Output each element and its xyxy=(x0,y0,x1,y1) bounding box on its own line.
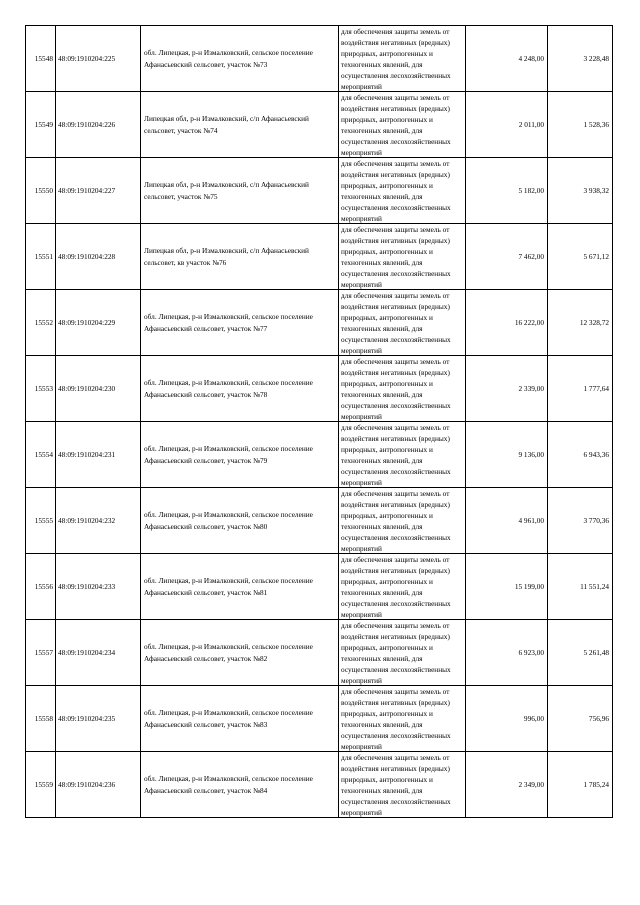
plot-purpose-text: для обеспечения защиты земель от воздействия негативных (вредных) природных, антропогенных и техногенных явлений, для осуществления лесохозяйственных мероприятий xyxy=(341,357,451,421)
plot-address: Липецкая обл, р-н Измалковский, с/п Афанасьевский сельсовет, участок №74 xyxy=(141,92,339,158)
plot-address: обл. Липецкая, р-н Измалковский, сельское поселение Афанасьевский сельсовет, участок №83 xyxy=(141,686,339,752)
row-number: 15551 xyxy=(26,224,56,290)
plot-purpose xyxy=(339,488,466,554)
table-row xyxy=(26,686,613,752)
cadastral-number: 48:09:1910204:236 xyxy=(56,752,141,818)
plot-purpose-text: для обеспечения защиты земель от воздействия негативных (вредных) природных, антропогенных и техногенных явлений, для осуществления лесохозяйственных мероприятий xyxy=(341,687,451,751)
plot-purpose xyxy=(339,620,466,686)
row-number: 15553 xyxy=(26,356,56,422)
plot-address: обл. Липецкая, р-н Измалковский, сельское поселение Афанасьевский сельсовет, участок №82 xyxy=(141,620,339,686)
plot-area: 2 011,00 xyxy=(466,92,548,158)
land-plots-table xyxy=(25,25,613,818)
cadastral-number: 48:09:1910204:234 xyxy=(56,620,141,686)
table-row xyxy=(26,554,613,620)
plot-purpose-text: для обеспечения защиты земель от воздействия негативных (вредных) природных, антропогенных и техногенных явлений, для осуществления лесохозяйственных мероприятий xyxy=(341,93,451,157)
cadastral-number: 48:09:1910204:228 xyxy=(56,224,141,290)
plot-purpose xyxy=(339,92,466,158)
cadastral-number: 48:09:1910204:226 xyxy=(56,92,141,158)
plot-area: 2 349,00 xyxy=(466,752,548,818)
plot-address: обл. Липецкая, р-н Измалковский, сельское поселение Афанасьевский сельсовет, участок №78 xyxy=(141,356,339,422)
plot-address: обл. Липецкая, р-н Измалковский, сельское поселение Афанасьевский сельсовет, участок №80 xyxy=(141,488,339,554)
table-row xyxy=(26,92,613,158)
cadastral-value: 3 228,48 xyxy=(548,26,613,92)
plot-area: 16 222,00 xyxy=(466,290,548,356)
cadastral-number: 48:09:1910204:232 xyxy=(56,488,141,554)
plot-address: обл. Липецкая, р-н Измалковский, сельское поселение Афанасьевский сельсовет, участок №81 xyxy=(141,554,339,620)
cadastral-value: 3 770,36 xyxy=(548,488,613,554)
plot-purpose xyxy=(339,752,466,818)
plot-purpose xyxy=(339,686,466,752)
plot-purpose-text: для обеспечения защиты земель от воздействия негативных (вредных) природных, антропогенных и техногенных явлений, для осуществления лесохозяйственных мероприятий xyxy=(341,27,451,91)
cadastral-number: 48:09:1910204:230 xyxy=(56,356,141,422)
plot-purpose-text: для обеспечения защиты земель от воздействия негативных (вредных) природных, антропогенных и техногенных явлений, для осуществления лесохозяйственных мероприятий xyxy=(341,621,451,685)
row-number: 15554 xyxy=(26,422,56,488)
plot-purpose-text: для обеспечения защиты земель от воздействия негативных (вредных) природных, антропогенных и техногенных явлений, для осуществления лесохозяйственных мероприятий xyxy=(341,555,451,619)
plot-purpose xyxy=(339,422,466,488)
plot-purpose xyxy=(339,290,466,356)
table-row xyxy=(26,752,613,818)
plot-purpose-text: для обеспечения защиты земель от воздействия негативных (вредных) природных, антропогенных и техногенных явлений, для осуществления лесохозяйственных мероприятий xyxy=(341,423,451,487)
plot-purpose xyxy=(339,158,466,224)
table-row xyxy=(26,26,613,92)
plot-purpose xyxy=(339,554,466,620)
plot-purpose-text: для обеспечения защиты земель от воздействия негативных (вредных) природных, антропогенных и техногенных явлений, для осуществления лесохозяйственных мероприятий xyxy=(341,225,451,289)
cadastral-number: 48:09:1910204:225 xyxy=(56,26,141,92)
table-row xyxy=(26,488,613,554)
plot-purpose xyxy=(339,224,466,290)
cadastral-value: 6 943,36 xyxy=(548,422,613,488)
plot-address: обл. Липецкая, р-н Измалковский, сельское поселение Афанасьевский сельсовет, участок №73 xyxy=(141,26,339,92)
plot-address: Липецкая обл, р-н Измалковский, с/п Афанасьевский сельсовет, участок №75 xyxy=(141,158,339,224)
row-number: 15555 xyxy=(26,488,56,554)
plot-area: 2 339,00 xyxy=(466,356,548,422)
cadastral-value: 1 785,24 xyxy=(548,752,613,818)
plot-area: 4 961,00 xyxy=(466,488,548,554)
cadastral-value: 5 671,12 xyxy=(548,224,613,290)
table-row xyxy=(26,356,613,422)
plot-purpose-text: для обеспечения защиты земель от воздействия негативных (вредных) природных, антропогенных и техногенных явлений, для осуществления лесохозяйственных мероприятий xyxy=(341,291,451,355)
plot-area: 15 199,00 xyxy=(466,554,548,620)
plot-address: обл. Липецкая, р-н Измалковский, сельское поселение Афанасьевский сельсовет, участок №84 xyxy=(141,752,339,818)
plot-purpose xyxy=(339,356,466,422)
row-number: 15550 xyxy=(26,158,56,224)
cadastral-value: 756,96 xyxy=(548,686,613,752)
plot-purpose-text: для обеспечения защиты земель от воздействия негативных (вредных) природных, антропогенных и техногенных явлений, для осуществления лесохозяйственных мероприятий xyxy=(341,159,451,223)
cadastral-value: 1 777,64 xyxy=(548,356,613,422)
row-number: 15559 xyxy=(26,752,56,818)
table-body xyxy=(26,26,613,818)
document-page xyxy=(25,25,613,818)
plot-area: 5 182,00 xyxy=(466,158,548,224)
cadastral-value: 1 528,36 xyxy=(548,92,613,158)
row-number: 15556 xyxy=(26,554,56,620)
cadastral-number: 48:09:1910204:233 xyxy=(56,554,141,620)
plot-address: обл. Липецкая, р-н Измалковский, сельское поселение Афанасьевский сельсовет, участок №77 xyxy=(141,290,339,356)
row-number: 15548 xyxy=(26,26,56,92)
table-row xyxy=(26,290,613,356)
table-row xyxy=(26,158,613,224)
plot-area: 4 248,00 xyxy=(466,26,548,92)
cadastral-number: 48:09:1910204:235 xyxy=(56,686,141,752)
cadastral-value: 11 551,24 xyxy=(548,554,613,620)
plot-area: 996,00 xyxy=(466,686,548,752)
cadastral-value: 5 261,48 xyxy=(548,620,613,686)
row-number: 15558 xyxy=(26,686,56,752)
plot-purpose-text: для обеспечения защиты земель от воздействия негативных (вредных) природных, антропогенных и техногенных явлений, для осуществления лесохозяйственных мероприятий xyxy=(341,753,451,817)
row-number: 15549 xyxy=(26,92,56,158)
cadastral-value: 3 938,32 xyxy=(548,158,613,224)
row-number: 15552 xyxy=(26,290,56,356)
table-row xyxy=(26,620,613,686)
table-row xyxy=(26,224,613,290)
plot-address: обл. Липецкая, р-н Измалковский, сельское поселение Афанасьевский сельсовет, участок №79 xyxy=(141,422,339,488)
plot-purpose-text: для обеспечения защиты земель от воздействия негативных (вредных) природных, антропогенных и техногенных явлений, для осуществления лесохозяйственных мероприятий xyxy=(341,489,451,553)
row-number: 15557 xyxy=(26,620,56,686)
plot-address: Липецкая обл, р-н Измалковский, с/п Афанасьевский сельсовет, кв участок №76 xyxy=(141,224,339,290)
plot-area: 6 923,00 xyxy=(466,620,548,686)
plot-area: 7 462,00 xyxy=(466,224,548,290)
cadastral-value: 12 328,72 xyxy=(548,290,613,356)
cadastral-number: 48:09:1910204:231 xyxy=(56,422,141,488)
cadastral-number: 48:09:1910204:227 xyxy=(56,158,141,224)
table-row xyxy=(26,422,613,488)
plot-purpose xyxy=(339,26,466,92)
plot-area: 9 136,00 xyxy=(466,422,548,488)
cadastral-number: 48:09:1910204:229 xyxy=(56,290,141,356)
